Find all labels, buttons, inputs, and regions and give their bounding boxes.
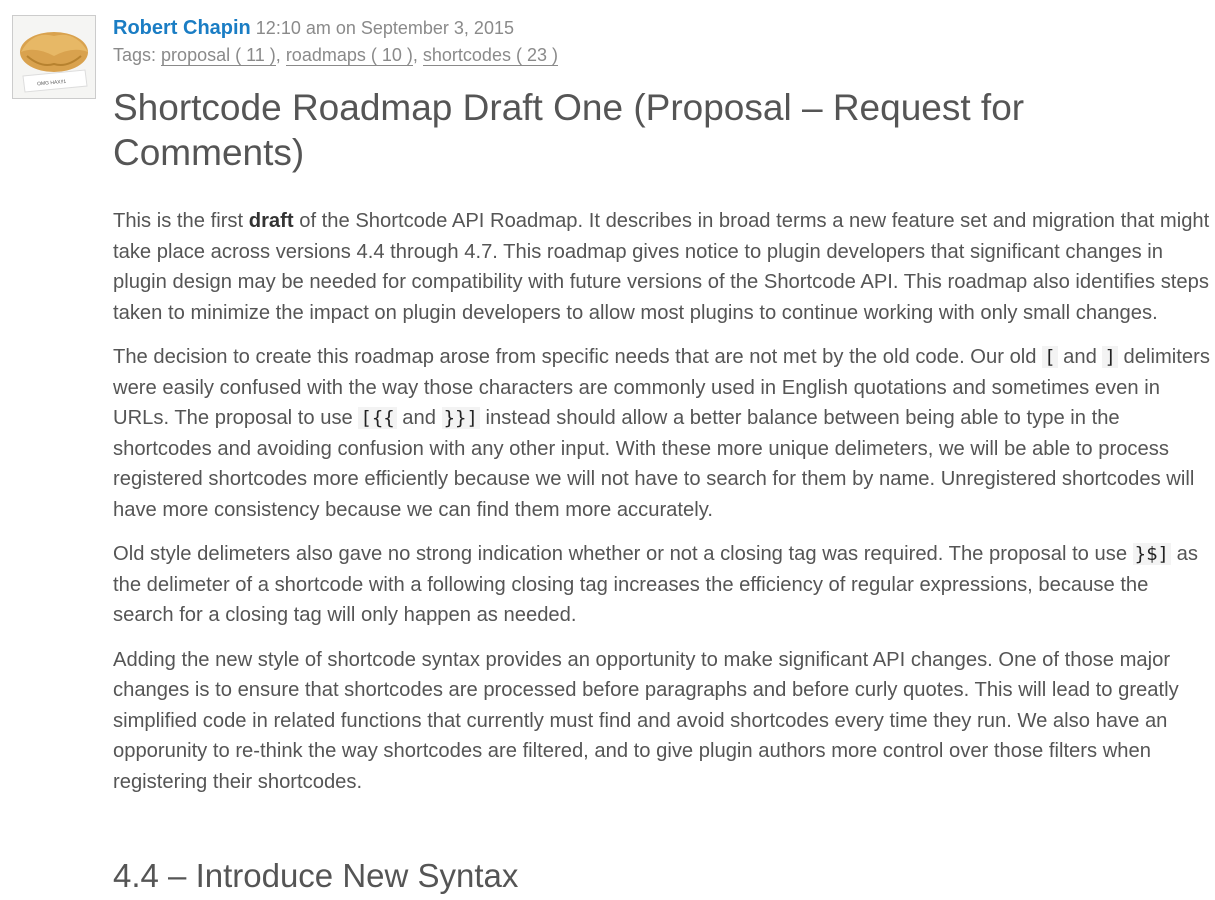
tag-separator: , <box>412 45 418 65</box>
tag-link-roadmaps[interactable]: roadmaps ( 10 ) <box>285 45 413 65</box>
post-time: 12:10 am on September 3, 2015 <box>255 18 514 38</box>
p1-bold-draft: draft <box>248 210 294 232</box>
paragraph-2 <box>113 342 1211 525</box>
post-title: Shortcode Roadmap Draft One (Proposal – Request for Comments) <box>113 87 1025 173</box>
post-content <box>113 206 1211 811</box>
p2-text-b: and <box>1057 346 1103 368</box>
p2-text-c: delimiters were easily confused with the way those characters are commonly used in English quotations and sometimes even in URLs. The proposal to use <box>113 346 1210 429</box>
p2-text-e: instead should allow a better balance between being able to type in the shortcodes and avoiding confusion with any other input. With these more unique delimeters, we will be able to process registered shortcodes more efficiently because we will not have to search for them by name. Unregistered shortcodes will have more consistency because we can find them more accurately. <box>113 407 1195 521</box>
code-open-bracket: [ <box>1044 346 1056 368</box>
byline <box>113 15 558 41</box>
tags-line <box>113 41 558 69</box>
paragraph-1 <box>113 206 1211 328</box>
section-heading: 4.4 – Introduce New Syntax <box>113 857 519 894</box>
tag-separator: , <box>275 45 281 65</box>
p3-text-b: as the delimeter of a shortcode with a following closing tag increases the efficiency of regular expressions, because the search for a closing tag will only happen as needed. <box>113 543 1198 626</box>
post-meta <box>113 15 558 69</box>
code-closing-tag-delimiter: }$] <box>1134 543 1169 565</box>
p2-text-a: The decision to create this roadmap arose from specific needs that are not met by the old code. Our old <box>113 346 1043 368</box>
paragraph-3 <box>113 539 1211 631</box>
tag-link-shortcodes[interactable]: shortcodes ( 23 ) <box>422 45 558 65</box>
p3-text-a: Old style delimeters also gave no strong indication whether or not a closing tag was required. The proposal to use <box>113 543 1133 565</box>
code-new-close-delimiter: }}] <box>443 407 478 429</box>
avatar-text: OMG HAX!!1 <box>36 78 67 88</box>
avatar[interactable] <box>12 15 96 99</box>
tag-link-proposal[interactable]: proposal ( 11 ) <box>161 45 276 65</box>
p1-text-c: of the Shortcode API Roadmap. It describes in broad terms a new feature set and migration that might take place across versions 4.4 through 4.7. This roadmap gives notice to plugin developers that significant changes in plugin design may be needed for compatibility with future versions of the Shortcode API. This roadmap also identifies steps taken to minimize the impact on plugin developers to allow most plugins to continue working with only small changes. <box>113 210 1210 324</box>
p1-text-a: This is the first <box>113 210 249 232</box>
tags-label: Tags: <box>113 45 157 65</box>
code-new-open-delimiter: [{{ <box>360 407 395 429</box>
paragraph-4: Adding the new style of shortcode syntax provides an opportunity to make significant API changes. One of those major changes is to ensure that shortcodes are processed before paragraphs and before curly quotes. This will lead to greatly simplified code in related functions that currently must find and avoid shortcodes every time they run. We also have an opporunity to re-think the way shortcodes are filtered, and to give plugin authors more control over those filters when registering their shortcodes. <box>113 648 1179 793</box>
author-link[interactable]: Robert Chapin <box>113 17 251 39</box>
code-close-bracket: ] <box>1104 346 1116 368</box>
fortune-cookie-avatar-icon <box>13 16 95 98</box>
p2-text-d: and <box>396 407 442 429</box>
